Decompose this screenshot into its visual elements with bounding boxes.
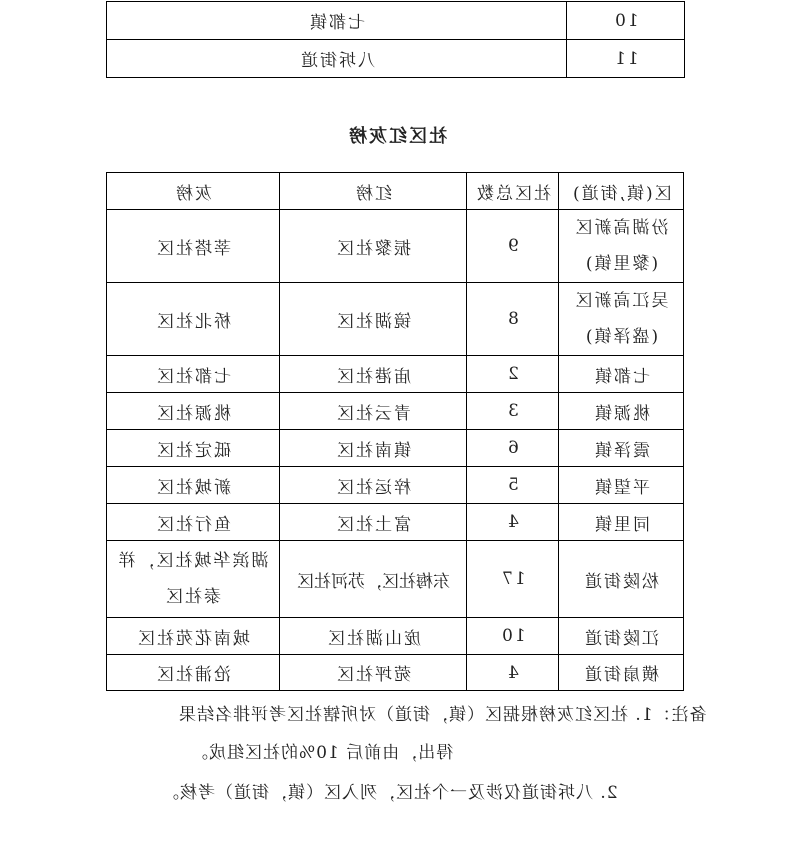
row-number-cell: 10: [567, 2, 685, 40]
table-row: [107, 283, 684, 356]
header-district: 区(镇,街道): [559, 173, 684, 210]
header-row: [107, 173, 684, 210]
table-row: [107, 430, 684, 467]
red-cell: 富土社区: [279, 504, 466, 541]
note-line-3: 2. 八坼街道仅涉及一个社区，列入区（镇，街道）考核。: [161, 783, 618, 803]
header-grey: 灰榜: [107, 173, 280, 210]
red-cell: 镇南社区: [279, 430, 466, 467]
grey-cell: 城南花苑社区: [107, 618, 280, 655]
grey-cell: 砥定社区: [107, 430, 280, 467]
district-cell: 桃源镇: [559, 393, 684, 430]
table-row: [107, 655, 684, 691]
district-cell: 汾湖高新区(黎里镇): [559, 210, 684, 283]
grey-cell: 湖滨华城社区，祥泰社区: [107, 541, 280, 618]
grey-cell: 沧浦社区: [107, 655, 280, 691]
district-cell: 七都镇: [559, 356, 684, 393]
district-cell: 同里镇: [559, 504, 684, 541]
header-red: 红榜: [279, 173, 466, 210]
district-cell: 平望镇: [559, 467, 684, 504]
district-cell: 吴江高新区(盛泽镇): [559, 283, 684, 356]
district-cell: 江陵街道: [559, 618, 684, 655]
total-cell: 6: [467, 430, 559, 467]
note-line-2: 得出，由前后 10%的社区组成。: [189, 743, 453, 763]
grey-cell: 新城社区: [107, 467, 280, 504]
district-cell: 震泽镇: [559, 430, 684, 467]
grey-cell: 桃源社区: [107, 393, 280, 430]
red-cell: 庙港社区: [279, 356, 466, 393]
total-cell: 17: [467, 541, 559, 618]
red-cell: 庞山湖社区: [279, 618, 466, 655]
total-cell: 10: [467, 618, 559, 655]
red-cell: 镜湖社区: [279, 283, 466, 356]
red-cell: 振黎社区: [279, 210, 466, 283]
total-cell: 9: [467, 210, 559, 283]
row-number-cell: 11: [567, 40, 685, 78]
table-row: [107, 40, 685, 78]
total-cell: 4: [467, 655, 559, 691]
total-cell: 8: [467, 283, 559, 356]
grey-cell: 莘塔社区: [107, 210, 280, 283]
total-cell: 3: [467, 393, 559, 430]
red-cell: 菀坪社区: [279, 655, 466, 691]
grey-cell: 鱼行社区: [107, 504, 280, 541]
table-row: [107, 210, 684, 283]
table-row: [107, 504, 684, 541]
table-row: [107, 467, 684, 504]
total-cell: 5: [467, 467, 559, 504]
red-cell: 青云社区: [279, 393, 466, 430]
red-cell: 东梅社区，苏河社区: [279, 541, 466, 618]
table-row: [107, 393, 684, 430]
town-name-cell: 七都镇: [107, 2, 567, 40]
town-name-cell: 八坼街道: [107, 40, 567, 78]
table-row: [107, 618, 684, 655]
table-row: [107, 541, 684, 618]
top-table: [106, 1, 685, 78]
table-row: [107, 356, 684, 393]
total-cell: 2: [467, 356, 559, 393]
grey-cell: 七都社区: [107, 356, 280, 393]
ranking-table: [106, 172, 684, 691]
district-cell: 松陵街道: [559, 541, 684, 618]
ranking-title: 社区红灰榜: [346, 126, 447, 147]
grey-cell: 桥北社区: [107, 283, 280, 356]
total-cell: 4: [467, 504, 559, 541]
note-line-1: 备注：1. 社区红灰榜根据区（镇，街道）对所辖社区考评排名结果: [178, 705, 707, 725]
header-total: 社区总数: [467, 173, 559, 210]
district-cell: 横扇街道: [559, 655, 684, 691]
table-row: [107, 2, 685, 40]
red-cell: 梓运社区: [279, 467, 466, 504]
